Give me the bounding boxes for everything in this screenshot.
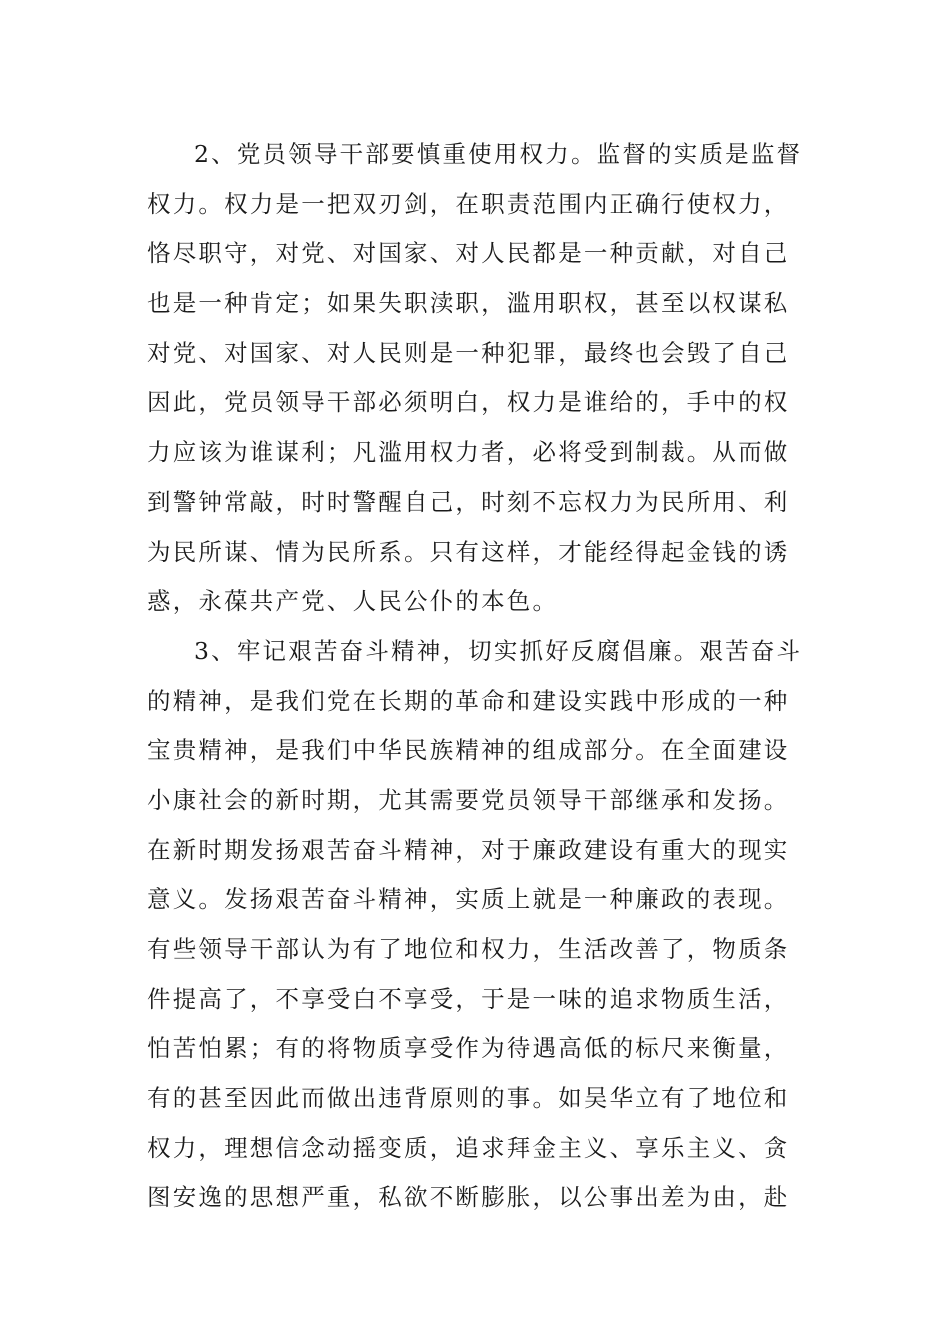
paragraph-2-line-2: 权力。权力是一把双刃剑，在职责范围内正确行使权力， [147, 189, 790, 218]
paragraph-3-line-7: 有些领导干部认为有了地位和权力，生活改善了，物质条 [147, 935, 790, 963]
paragraph-2-line-3: 恪尽职守，对党、对国家、对人民都是一种贡献，对自己 [147, 239, 790, 268]
paragraph-2-line-8: 到警钟常敲，时时警醒自己，时刻不忘权力为民所用、利 [147, 487, 790, 516]
paragraph-3-line-4: 小康社会的新时期，尤其需要党员领导干部继承和发扬。 [147, 785, 790, 814]
paragraph-3-line-3: 宝贵精神，是我们中华民族精神的组成部分。在全面建设 [147, 736, 790, 765]
paragraph-3-line-12: 图安逸的思想严重，私欲不断膨胀，以公事出差为由，赴 [147, 1183, 790, 1212]
paragraph-3-line-8: 件提高了，不享受白不享受，于是一味的追求物质生活， [147, 984, 790, 1013]
paragraph-3-line-6: 意义。发扬艰苦奋斗精神，实质上就是一种廉政的表现。 [147, 885, 790, 914]
paragraph-3-line-5: 在新时期发扬艰苦奋斗精神，对于廉政建设有重大的现实 [147, 835, 790, 864]
paragraph-3-line-1: 3、牢记艰苦奋斗精神，切实抓好反腐倡廉。艰苦奋斗 [194, 636, 803, 665]
paragraph-2-line-4: 也是一种肯定；如果失职渎职，滥用职权，甚至以权谋私 [147, 289, 790, 318]
document-body [147, 130, 807, 1223]
paragraph-2-line-1: 2、党员领导干部要慎重使用权力。监督的实质是监督 [194, 140, 803, 168]
paragraph-3-line-2: 的精神，是我们党在长期的革命和建设实践中形成的一种 [147, 686, 790, 715]
paragraph-2-line-10: 惑，永葆共产党、人民公仆的本色。 [147, 587, 559, 616]
paragraph-2-line-9: 为民所谋、情为民所系。只有这样，才能经得起金钱的诱 [147, 537, 790, 566]
paragraph-3-line-11: 权力，理想信念动摇变质，追求拜金主义、享乐主义、贪 [147, 1133, 790, 1162]
paragraph-3-line-9: 怕苦怕累；有的将物质享受作为待遇高低的标尺来衡量， [147, 1034, 790, 1063]
paragraph-2-line-7: 力应该为谁谋利；凡滥用权力者，必将受到制裁。从而做 [147, 438, 790, 467]
paragraph-2-line-5: 对党、对国家、对人民则是一种犯罪，最终也会毁了自己 [147, 338, 790, 367]
paragraph-2-line-6: 因此，党员领导干部必须明白，权力是谁给的，手中的权 [147, 388, 790, 417]
paragraph-3-line-10: 有的甚至因此而做出违背原则的事。如吴华立有了地位和 [147, 1084, 790, 1113]
